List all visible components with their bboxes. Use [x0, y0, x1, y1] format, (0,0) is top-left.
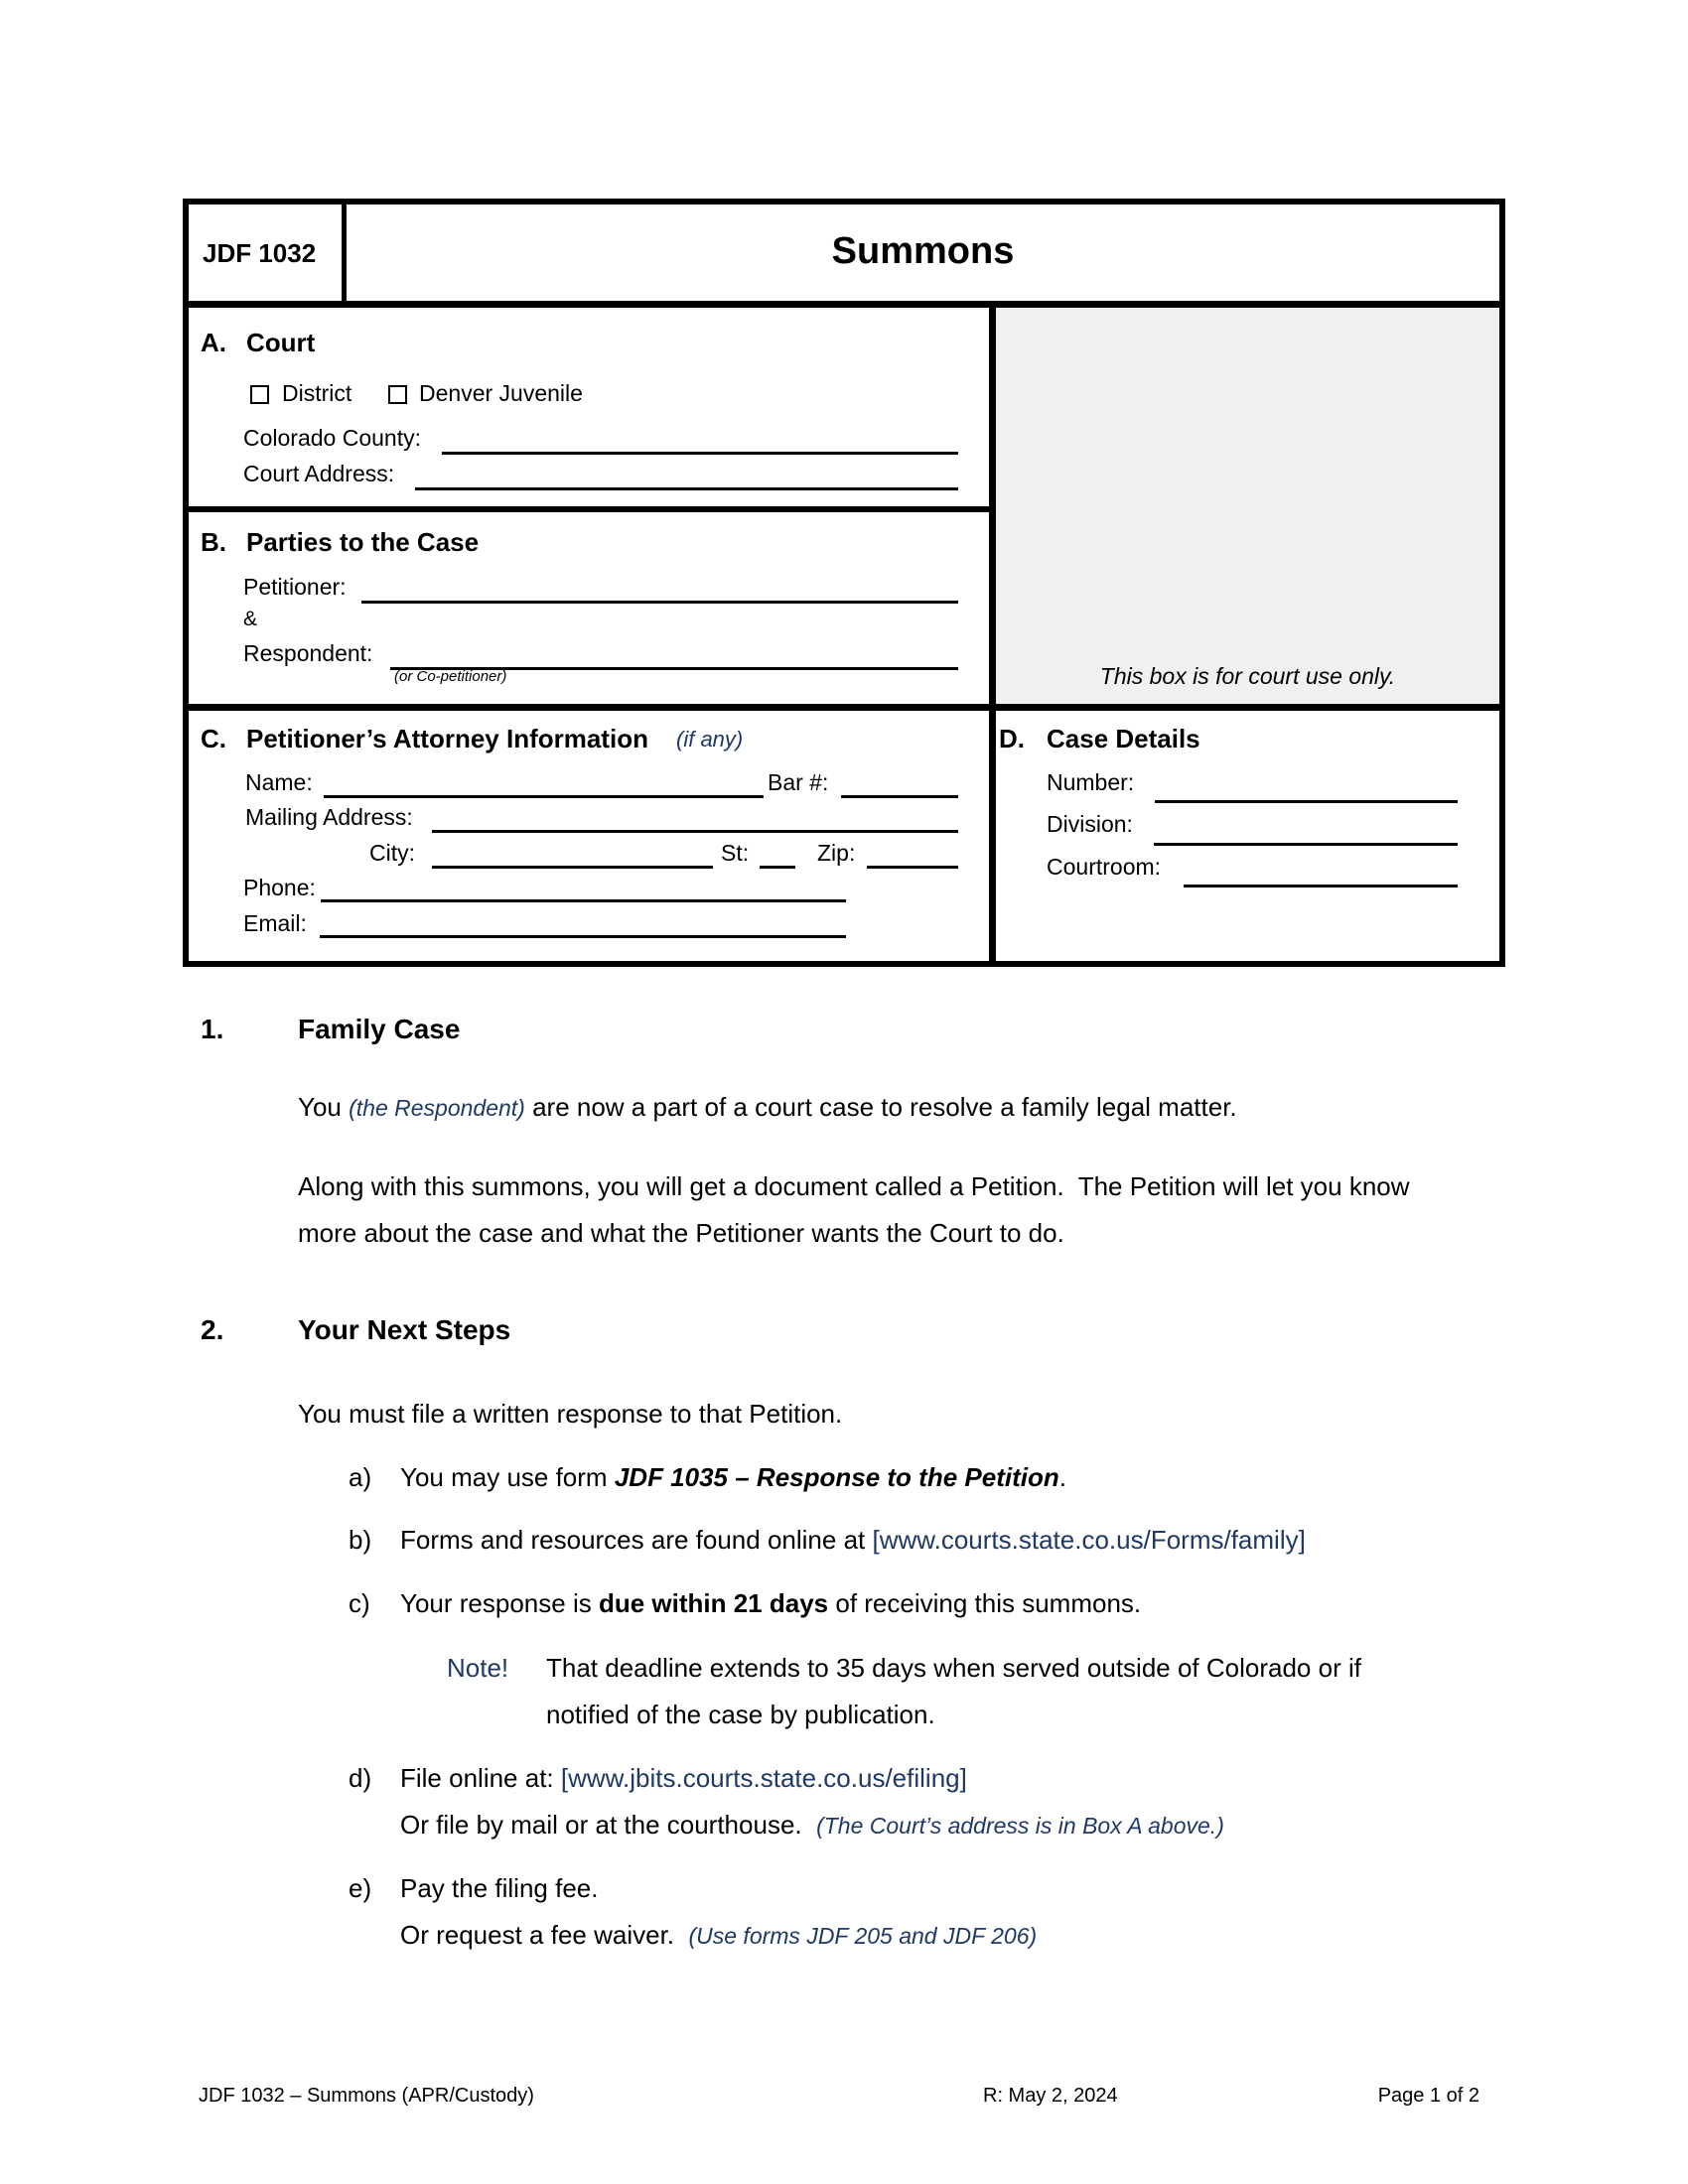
- note-line-1: That deadline extends to 35 days when served outside of Colorado or if: [546, 1653, 1361, 1683]
- item-d-line-2: [400, 1810, 1224, 1841]
- phone-field[interactable]: [321, 899, 846, 902]
- p1-start: You: [298, 1092, 342, 1122]
- note-label: Note!: [447, 1653, 509, 1683]
- item-b-lead: Forms and resources are found online at: [400, 1525, 866, 1555]
- item-c-end: of receiving this summons.: [835, 1588, 1142, 1618]
- item-a-period: .: [1058, 1462, 1066, 1492]
- city-label: City:: [369, 840, 415, 866]
- respondent-note-inline: (the Respondent): [349, 1095, 525, 1121]
- county-field[interactable]: [442, 452, 958, 455]
- item-d-marker: d): [349, 1763, 372, 1793]
- checkbox-denver-juvenile-label: Denver Juvenile: [419, 380, 583, 406]
- court-address-hint: (The Court’s address is in Box A above.): [816, 1813, 1224, 1839]
- checkbox-district-label: District: [282, 380, 352, 406]
- email-field[interactable]: [320, 935, 846, 938]
- note-line-2: notified of the case by publication.: [546, 1700, 935, 1729]
- case-number-field[interactable]: [1155, 800, 1458, 803]
- zip-label: Zip:: [817, 840, 856, 866]
- footer-revision-date: R: May 2, 2024: [983, 2085, 1118, 2107]
- mailing-address-field[interactable]: [432, 830, 958, 833]
- section-1-title: Family Case: [298, 1014, 461, 1044]
- state-label: St:: [721, 840, 750, 866]
- respondent-label: Respondent:: [243, 640, 373, 666]
- city-field[interactable]: [432, 866, 713, 869]
- division-label: Division:: [1047, 811, 1133, 837]
- section-1-paragraph-2-line-1: Along with this summons, you will get a document called a Petition. The Petition will let you know: [298, 1171, 1410, 1201]
- section-1-paragraph-2-line-2: more about the case and what the Petitioner wants the Court to do.: [298, 1218, 1064, 1248]
- ampersand: &: [243, 608, 258, 630]
- county-label: Colorado County:: [243, 425, 421, 451]
- court-use-box: [996, 309, 1499, 704]
- section-c-letter: C.: [201, 724, 226, 753]
- section-2-title: Your Next Steps: [298, 1314, 511, 1345]
- item-d-lead: File online at:: [400, 1763, 554, 1793]
- item-e-line-2: [400, 1920, 1037, 1951]
- checkbox-denver-juvenile[interactable]: [388, 385, 407, 404]
- item-c-marker: c): [349, 1588, 370, 1618]
- form-reference-jdf-1035: JDF 1035 – Response to the Petition: [614, 1462, 1059, 1492]
- item-a-lead: You may use form: [400, 1462, 608, 1492]
- p1-end: are now a part of a court case to resolve a family legal matter.: [532, 1092, 1237, 1122]
- courtroom-field[interactable]: [1184, 885, 1458, 887]
- efiling-link[interactable]: [www.jbits.courts.state.co.us/efiling]: [560, 1763, 967, 1793]
- item-b-text: [400, 1525, 1306, 1556]
- section-1-number: 1.: [201, 1014, 224, 1044]
- court-address-field[interactable]: [415, 487, 958, 490]
- email-label: Email:: [243, 910, 307, 936]
- state-field[interactable]: [760, 866, 795, 869]
- attorney-name-field[interactable]: [324, 795, 764, 798]
- section-a-title: Court: [246, 328, 316, 357]
- item-d-mail-text: Or file by mail or at the courthouse.: [400, 1810, 802, 1840]
- item-e-text: Pay the filing fee.: [400, 1873, 599, 1903]
- deadline-emphasis: due within 21 days: [598, 1588, 829, 1618]
- middle-divider: [989, 303, 996, 967]
- court-use-text: This box is for court use only.: [1099, 663, 1396, 689]
- section-2-number: 2.: [201, 1314, 224, 1345]
- court-address-label: Court Address:: [243, 461, 395, 486]
- item-e-marker: e): [349, 1873, 372, 1903]
- fee-waiver-forms-hint: (Use forms JDF 205 and JDF 206): [688, 1923, 1038, 1949]
- checkbox-district[interactable]: [250, 385, 269, 404]
- petitioner-field[interactable]: [361, 601, 958, 604]
- forms-link[interactable]: [www.courts.state.co.us/Forms/family]: [872, 1525, 1306, 1555]
- item-d-text: [400, 1763, 967, 1794]
- item-c-text: [400, 1588, 1141, 1619]
- footer-page-number: Page 1 of 2: [1377, 2085, 1479, 2107]
- form-id: JDF 1032: [203, 238, 317, 268]
- item-b-marker: b): [349, 1525, 372, 1555]
- section-c-title: Petitioner’s Attorney Information: [246, 724, 648, 753]
- section-b-title: Parties to the Case: [246, 527, 480, 557]
- section-1-paragraph-1: [298, 1092, 1237, 1123]
- footer-form-name: JDF 1032 – Summons (APR/Custody): [199, 2085, 534, 2107]
- section-2-intro: You must file a written response to that Petition.: [298, 1399, 843, 1429]
- ab-divider: [183, 506, 992, 512]
- section-d-title: Case Details: [1047, 724, 1200, 753]
- section-d-letter: D.: [999, 724, 1025, 753]
- mailing-address-label: Mailing Address:: [245, 804, 413, 830]
- section-b-letter: B.: [201, 527, 226, 557]
- petitioner-label: Petitioner:: [243, 574, 347, 600]
- phone-label: Phone:: [243, 875, 316, 900]
- page-title: Summons: [831, 230, 1015, 272]
- item-e-waiver-text: Or request a fee waiver.: [400, 1920, 675, 1950]
- attorney-name-label: Name:: [245, 769, 313, 795]
- section-c-qualifier: (if any): [676, 727, 744, 751]
- bar-number-field[interactable]: [841, 795, 958, 798]
- respondent-note: (or Co-petitioner): [394, 668, 507, 685]
- bar-number-label: Bar #:: [768, 769, 829, 795]
- cd-divider: [183, 704, 1505, 711]
- division-field[interactable]: [1154, 843, 1458, 846]
- item-a-text: [400, 1462, 1066, 1493]
- item-a-marker: a): [349, 1462, 372, 1492]
- courtroom-label: Courtroom:: [1047, 854, 1162, 880]
- case-number-label: Number:: [1047, 769, 1135, 795]
- zip-field[interactable]: [867, 866, 958, 869]
- item-c-lead: Your response is: [400, 1588, 592, 1618]
- header-bottom-rule: [183, 301, 1505, 308]
- section-a-letter: A.: [201, 328, 226, 357]
